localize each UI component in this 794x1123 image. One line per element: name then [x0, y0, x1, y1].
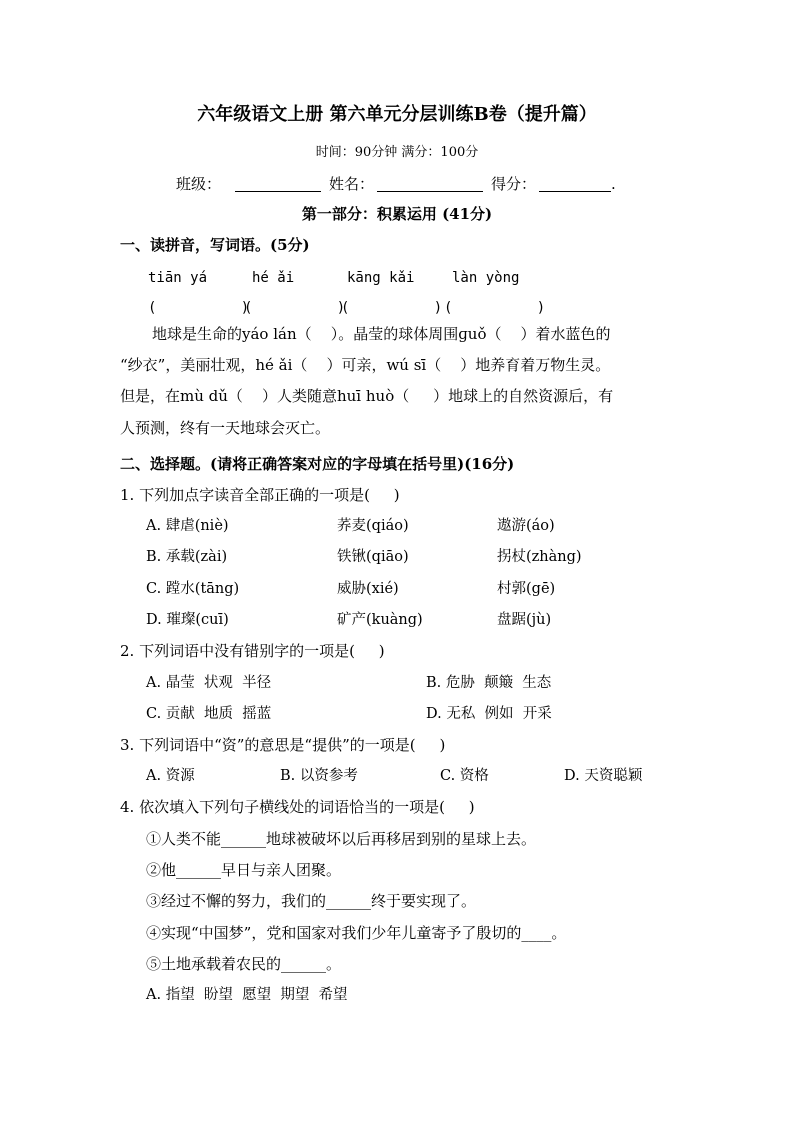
score-blank: [539, 177, 611, 192]
q2-item3-option-d: D. 天资聪颖: [564, 768, 643, 784]
q2-item3-option-b: B. 以资参考: [280, 768, 358, 784]
q2-item4-option-a: A. 指望 盼望 愿望 期望 希望: [146, 987, 348, 1003]
q2-item3-option-a: A. 资源: [146, 768, 195, 784]
q2-item4-sentence-2: ②他______早日与亲人团聚。: [146, 861, 342, 879]
q1-bracket-3: ( ): [341, 300, 443, 316]
q2-item4-stem: 4. 依次填入下列句子横线处的词语恰当的一项是( ): [120, 798, 475, 816]
q2-item1-option-d2: 矿产(kuàng): [337, 612, 423, 628]
q1-pinyin-1: tiān yá: [148, 270, 208, 286]
q2-item2-stem: 2. 下列词语中没有错别字的一项是( ): [120, 642, 385, 660]
q2-item2-option-d: D. 无私 例如 开采: [426, 706, 552, 722]
q2-item4-sentence-4: ④实现“中国梦”，党和国家对我们少年儿童寄予了殷切的____。: [146, 924, 567, 942]
q2-item2-option-b: B. 危胁 颠簸 生态: [426, 675, 552, 691]
q2-item1-option-b2: 铁锹(qiāo): [337, 549, 409, 565]
q1-passage-line-4: 人预测，终有一天地球会灭亡。: [120, 419, 331, 437]
q2-item1-option-b1: B. 承载(zài): [146, 549, 228, 565]
q1-pinyin-3: kāng kǎi: [347, 270, 415, 286]
q1-bracket-4: ( ): [444, 300, 546, 316]
q2-item1-option-b3: 拐杖(zhàng): [497, 549, 582, 565]
q2-item3-stem: 3. 下列词语中“资”的意思是“提供”的一项是( ): [120, 736, 446, 754]
q2-item2-option-a: A. 晶莹 状观 半径: [146, 675, 272, 691]
score-label: 得分：: [491, 175, 537, 193]
q2-item1-option-c2: 威胁(xié): [337, 581, 399, 597]
time-score-info: 时间：90分钟 满分：100分: [315, 145, 479, 160]
q1-pinyin-4: làn yòng: [452, 270, 520, 286]
q2-item1-option-c1: C. 蹚水(tāng): [146, 581, 240, 597]
trailing-dot: .: [611, 175, 616, 193]
q2-item1-option-d3: 盘踞(jù): [497, 612, 552, 628]
q1-bracket-2: ( ): [244, 300, 346, 316]
q1-passage-line-1: 地球是生命的yáo lán（ ）。晶莹的球体周围ɡuǒ（ ）着水蓝色的: [152, 325, 611, 343]
q1-heading: 一、读拼音，写词语。(5分): [120, 236, 310, 254]
q1-passage-line-3: 但是，在mù dǔ（ ）人类随意huī huò（ ）地球上的自然资源后，有: [120, 387, 614, 405]
q2-item2-option-c: C. 贡献 地质 摇蓝: [146, 706, 272, 722]
q2-item1-option-d1: D. 璀璨(cuī): [146, 612, 229, 628]
name-blank: [377, 177, 483, 192]
q2-item1-option-a2: 荞麦(qiáo): [337, 518, 409, 534]
q2-item1-option-c3: 村郭(gē): [497, 581, 556, 597]
part1-heading: 第一部分：积累运用 (41分): [301, 205, 493, 223]
q2-heading: 二、选择题。(请将正确答案对应的字母填在括号里)(16分): [120, 455, 515, 473]
q1-pinyin-2: hé ǎi: [252, 270, 295, 286]
worksheet-title: 六年级语文上册 第六单元分层训练B卷（提升篇）: [197, 104, 597, 125]
q2-item3-option-c: C. 资格: [440, 768, 489, 784]
q2-item4-sentence-1: ①人类不能______地球被破坏以后再移居到别的星球上去。: [146, 830, 537, 848]
q2-item1-option-a1: A. 肆虐(niè): [146, 518, 229, 534]
q2-item4-sentence-5: ⑤土地承载着农民的______。: [146, 955, 342, 973]
q2-item1-option-a3: 遨游(áo): [497, 518, 555, 534]
q1-bracket-1: ( ): [148, 300, 250, 316]
class-label: 班级：: [176, 175, 222, 193]
q2-item4-sentence-3: ③经过不懈的努力，我们的______终于要实现了。: [146, 892, 477, 910]
q2-item1-stem: 1. 下列加点字读音全部正确的一项是( ): [120, 486, 400, 504]
class-blank: [235, 177, 321, 192]
q1-passage-line-2: “纱衣”，美丽壮观，hé ǎi（ ）可亲，wú sī（ ）地养育着万物生灵。: [120, 356, 611, 374]
name-label: 姓名：: [329, 175, 375, 193]
